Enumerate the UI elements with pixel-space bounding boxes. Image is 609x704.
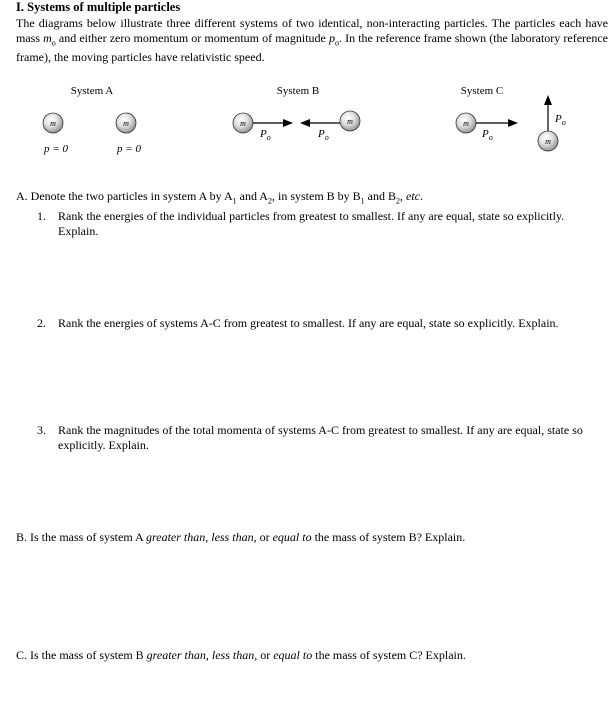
system-c-arrow-up-icon [544, 95, 552, 132]
particle-mass-label: m [123, 119, 129, 128]
question-2 [37, 316, 582, 331]
question-number: 1. [37, 209, 46, 223]
question-number: 3. [37, 423, 46, 437]
system-c-arrow-right-icon [476, 119, 518, 127]
system-a-momentum-1: p = 0 [44, 143, 68, 155]
question-text: Rank the energies of systems A-C from greatest to smallest. If any are equal, state so explicitly. Explain. [58, 316, 559, 330]
systems-diagram [0, 75, 609, 165]
question-3 [37, 423, 609, 452]
system-a-momentum-2: p = 0 [117, 143, 141, 155]
particle-mass-label: m [240, 119, 246, 128]
system-c-particle-1 [456, 113, 476, 133]
system-b-momentum-1: $P_o$ [260, 128, 271, 142]
part-c-question: C. Is the mass of system B greater than, less than, or equal to the mass of system C? Explain. [16, 648, 466, 662]
part-a-intro: A. Denote the two particles in system A by $A_1$ and $A_2$, in system B by $B_1$ and $B_2$, etc. [16, 189, 424, 206]
system-c-particle-2 [538, 131, 558, 151]
particle-mass-label: m [347, 117, 353, 126]
system-b-label: System B [276, 85, 320, 97]
system-c-momentum-1: $P_o$ [482, 128, 493, 142]
question-number: 2. [37, 316, 46, 330]
system-b-particle-1 [233, 113, 253, 133]
system-a-label: System A [70, 85, 114, 97]
system-c-label: System C [460, 85, 504, 97]
system-b-arrow-left-icon [300, 119, 340, 127]
part-b-question: B. Is the mass of system A greater than, less than, or equal to the mass of system B? Explain. [16, 530, 466, 544]
particle-mass-label: m [463, 119, 469, 128]
system-a-particle-1 [43, 113, 63, 133]
system-c-momentum-2: $P_o$ [555, 113, 566, 127]
system-b-arrow-right-icon [253, 119, 293, 127]
system-b-momentum-2: $P_o$ [318, 128, 329, 142]
question-1 [37, 209, 582, 238]
particle-mass-label: m [50, 119, 56, 128]
intro-paragraph: The diagrams below illustrate three different systems of two identical, non-interacting particles. The particles each have mass $m_o$ and either zero momentum or momentum of magnitude $p_o$. In the reference frame shown (the laboratory reference frame), the moving particles have relativistic speed. [16, 16, 608, 65]
system-a-particle-2 [116, 113, 136, 133]
question-text: Rank the energies of the individual particles from greatest to smallest. If any are equal, state so explicitly. Explain. [58, 209, 565, 238]
section-title: I. Systems of multiple particles [16, 0, 181, 14]
question-text: Rank the magnitudes of the total momenta of systems A-C from greatest to smallest. If any are equal, state so explicitly. Explain. [58, 423, 583, 452]
particle-mass-label: m [545, 137, 551, 146]
system-b-particle-2 [340, 111, 360, 131]
